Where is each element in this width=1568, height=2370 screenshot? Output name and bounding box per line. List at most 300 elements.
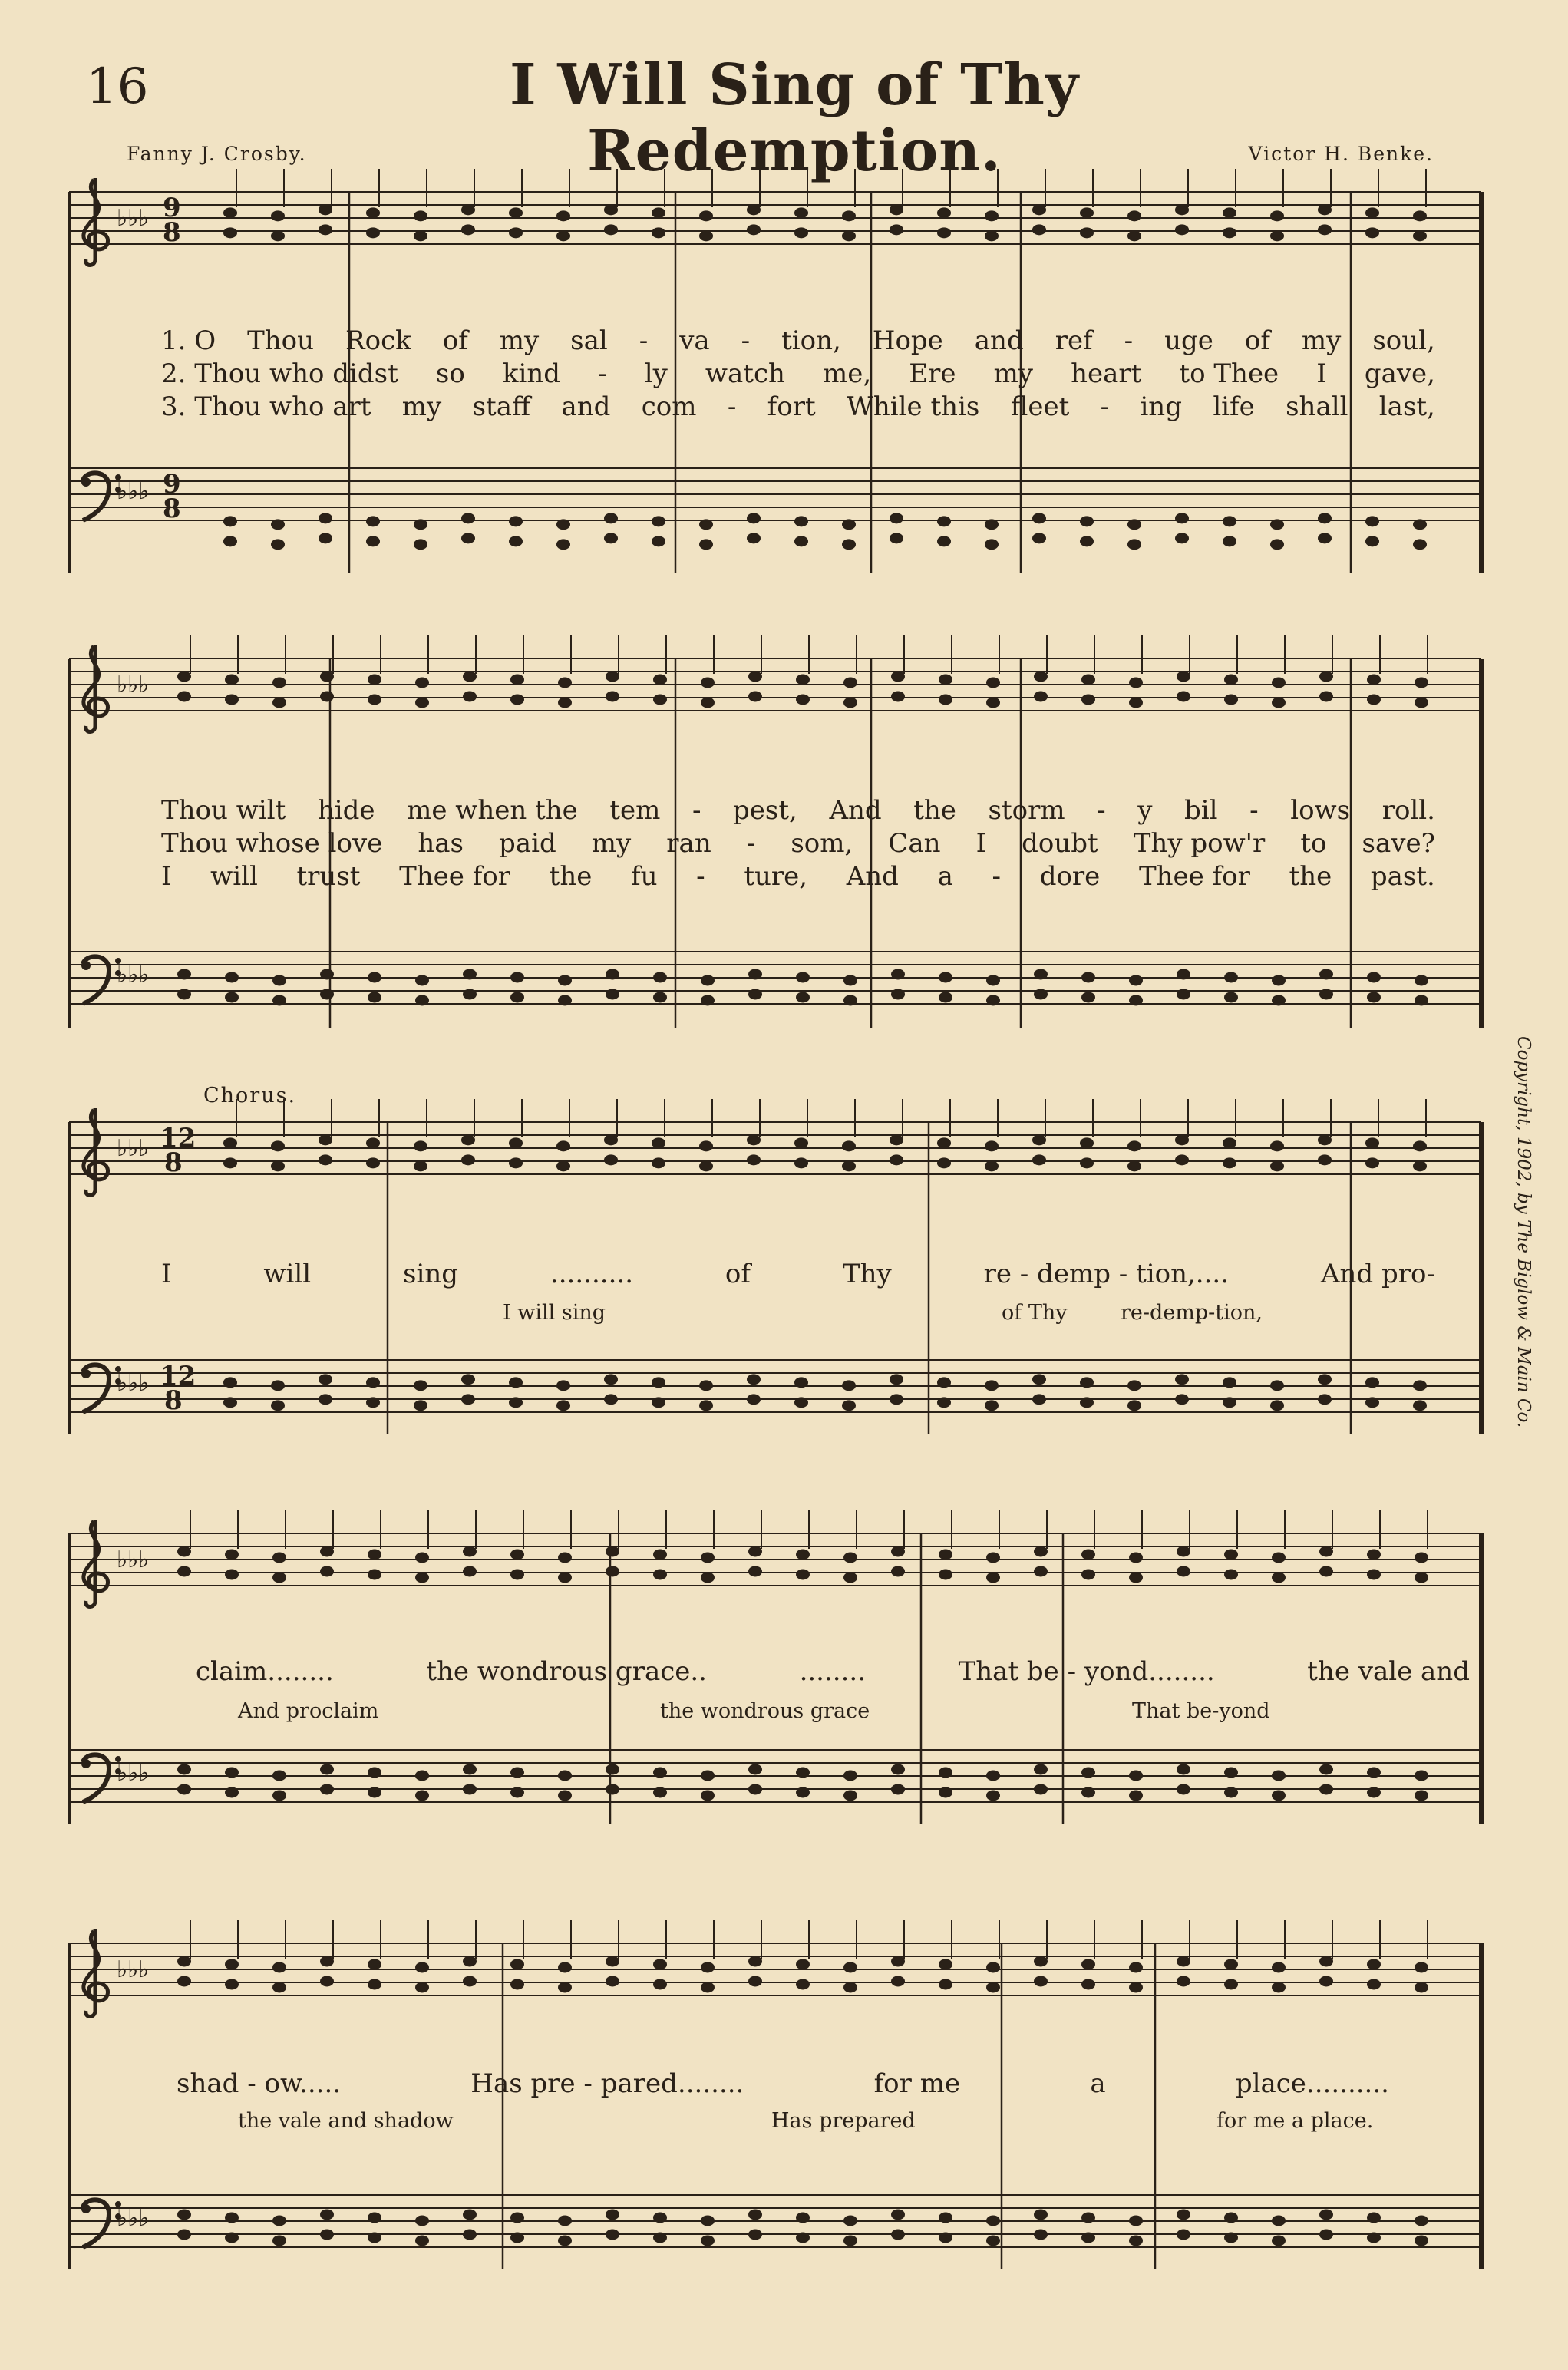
verse-1-line-2 bbox=[161, 795, 1435, 826]
note-head bbox=[891, 671, 905, 682]
note-head bbox=[937, 1137, 951, 1148]
note-head bbox=[1034, 1546, 1048, 1556]
note-head bbox=[986, 975, 1000, 985]
lyric-syllable: of bbox=[725, 1259, 751, 1289]
note-head bbox=[368, 694, 381, 705]
note-head bbox=[796, 1549, 810, 1560]
lyric-syllable: place.......... bbox=[1235, 2068, 1389, 2099]
lyric-syllable: - bbox=[696, 861, 705, 892]
note-head bbox=[1224, 1979, 1238, 1989]
note-head bbox=[701, 1552, 715, 1563]
note-head bbox=[556, 1160, 570, 1171]
note-head bbox=[1127, 210, 1141, 221]
note-head bbox=[1127, 230, 1141, 241]
note-head bbox=[843, 1982, 857, 1992]
note-head bbox=[320, 671, 334, 682]
note-head bbox=[1223, 227, 1236, 238]
note-head bbox=[1365, 516, 1379, 526]
note-head bbox=[843, 1552, 857, 1563]
note-head bbox=[1034, 671, 1048, 682]
note-head bbox=[1034, 989, 1048, 999]
note-head bbox=[939, 1787, 952, 1797]
note-head bbox=[463, 671, 477, 682]
lyric-syllable: Can bbox=[888, 828, 941, 859]
note-head bbox=[1032, 1374, 1046, 1385]
note-head bbox=[1272, 1770, 1286, 1781]
note-head bbox=[842, 1380, 856, 1391]
note-head bbox=[225, 1767, 239, 1778]
note-head bbox=[1413, 1140, 1427, 1151]
note-head bbox=[604, 1394, 618, 1405]
note-head bbox=[652, 1397, 665, 1408]
lyric-syllable: has bbox=[418, 828, 464, 859]
note-head bbox=[368, 972, 381, 982]
lyric-syllable: of bbox=[1244, 325, 1270, 356]
note-head bbox=[1177, 1976, 1190, 1986]
note-head bbox=[225, 1569, 239, 1579]
note-head bbox=[985, 1140, 999, 1151]
note-head bbox=[604, 1134, 618, 1145]
svg-text:12: 12 bbox=[160, 1361, 196, 1391]
note-head bbox=[939, 674, 952, 685]
note-head bbox=[177, 2229, 191, 2240]
note-head bbox=[701, 1982, 715, 1992]
note-head bbox=[366, 1137, 380, 1148]
note-head bbox=[415, 1962, 429, 1972]
note-head bbox=[1080, 1397, 1094, 1408]
lyric-syllable: lows bbox=[1290, 795, 1351, 826]
lyric-syllable: ref bbox=[1055, 325, 1093, 356]
note-head bbox=[1272, 1962, 1286, 1972]
lyric-syllable: my bbox=[401, 391, 442, 422]
note-head bbox=[701, 2215, 715, 2226]
note-head bbox=[748, 1976, 762, 1986]
note-head bbox=[223, 207, 237, 218]
lyric-syllable: While this bbox=[846, 391, 980, 422]
note-head bbox=[225, 1549, 239, 1560]
note-head bbox=[1224, 1787, 1238, 1797]
note-head bbox=[653, 1549, 667, 1560]
note-head bbox=[1032, 513, 1046, 523]
note-head bbox=[1177, 989, 1190, 999]
note-head bbox=[606, 691, 619, 701]
note-head bbox=[1223, 536, 1236, 546]
note-head bbox=[272, 697, 286, 708]
svg-text:♭♭♭: ♭♭♭ bbox=[117, 1135, 150, 1162]
note-head bbox=[890, 1154, 903, 1165]
note-head bbox=[1224, 674, 1238, 685]
svg-text:♭♭♭: ♭♭♭ bbox=[117, 205, 150, 232]
note-head bbox=[1319, 1764, 1333, 1774]
chorus-lyrics-2 bbox=[196, 1656, 1470, 1687]
lyric-syllable: the bbox=[549, 861, 593, 892]
note-head bbox=[843, 2215, 857, 2226]
note-head bbox=[606, 671, 619, 682]
note-head bbox=[556, 210, 570, 221]
note-head bbox=[939, 1959, 952, 1969]
note-head bbox=[939, 1569, 952, 1579]
note-head bbox=[319, 533, 332, 543]
lyric-syllable: sal bbox=[570, 325, 608, 356]
note-head bbox=[842, 230, 856, 241]
note-head bbox=[1223, 1137, 1236, 1148]
note-head bbox=[225, 972, 239, 982]
note-head bbox=[463, 691, 477, 701]
note-head bbox=[558, 995, 572, 1005]
note-head bbox=[1129, 1982, 1143, 1992]
note-head bbox=[1034, 1764, 1048, 1774]
note-head bbox=[1177, 1566, 1190, 1576]
svg-text:8: 8 bbox=[163, 493, 181, 524]
note-head bbox=[985, 1160, 999, 1171]
note-head bbox=[939, 2232, 952, 2243]
lyric-syllable: 3. Thou who art bbox=[161, 391, 371, 422]
note-head bbox=[368, 1979, 381, 1989]
lyric-syllable: the bbox=[913, 795, 956, 826]
note-head bbox=[843, 697, 857, 708]
note-head bbox=[415, 975, 429, 985]
note-head bbox=[1127, 1160, 1141, 1171]
note-head bbox=[1319, 1956, 1333, 1966]
note-head bbox=[1223, 1157, 1236, 1168]
note-head bbox=[272, 1790, 286, 1801]
note-head bbox=[891, 691, 905, 701]
note-head bbox=[415, 677, 429, 688]
verse-3-line-2 bbox=[161, 861, 1435, 892]
note-head bbox=[1270, 230, 1284, 241]
note-head bbox=[986, 1790, 1000, 1801]
note-head bbox=[653, 1767, 667, 1778]
lyric-syllable: y bbox=[1137, 795, 1153, 826]
note-head bbox=[1081, 1959, 1095, 1969]
note-head bbox=[556, 519, 570, 530]
note-head bbox=[701, 1572, 715, 1583]
note-head bbox=[986, 1982, 1000, 1992]
note-head bbox=[1081, 1979, 1095, 1989]
note-head bbox=[890, 1134, 903, 1145]
composer-credit: Victor H. Benke. bbox=[1248, 143, 1434, 165]
lyric-syllable: heart bbox=[1071, 358, 1142, 389]
note-head bbox=[1319, 989, 1333, 999]
note-head bbox=[699, 1380, 713, 1391]
note-head bbox=[1270, 1400, 1284, 1411]
note-head bbox=[1272, 1790, 1286, 1801]
lyric-syllable: - bbox=[1249, 795, 1259, 826]
note-head bbox=[1080, 1137, 1094, 1148]
note-head bbox=[414, 539, 427, 550]
note-head bbox=[1319, 1566, 1333, 1576]
note-head bbox=[939, 2212, 952, 2223]
note-head bbox=[272, 677, 286, 688]
note-head bbox=[1272, 2235, 1286, 2246]
lyric-syllable: my bbox=[499, 325, 540, 356]
lyric-syllable: I bbox=[975, 828, 987, 859]
note-head bbox=[510, 1959, 524, 1969]
note-head bbox=[558, 697, 572, 708]
note-head bbox=[463, 1784, 477, 1794]
note-head bbox=[461, 1394, 475, 1405]
note-head bbox=[701, 2235, 715, 2246]
note-head bbox=[796, 972, 810, 982]
note-head bbox=[1319, 1976, 1333, 1986]
note-head bbox=[1177, 1546, 1190, 1556]
note-head bbox=[414, 1160, 427, 1171]
note-head bbox=[319, 204, 332, 215]
note-head bbox=[319, 513, 332, 523]
note-head bbox=[1413, 1400, 1427, 1411]
note-head bbox=[890, 1394, 903, 1405]
note-head bbox=[1224, 1959, 1238, 1969]
note-head bbox=[223, 1137, 237, 1148]
note-head bbox=[796, 694, 810, 705]
note-head bbox=[937, 1157, 951, 1168]
note-head bbox=[1177, 1784, 1190, 1794]
note-head bbox=[796, 1569, 810, 1579]
note-head bbox=[1270, 210, 1284, 221]
note-head bbox=[320, 2229, 334, 2240]
note-head bbox=[842, 519, 856, 530]
note-head bbox=[1127, 1400, 1141, 1411]
note-head bbox=[461, 1154, 475, 1165]
lyric-syllable: Ere bbox=[909, 358, 956, 389]
note-head bbox=[272, 1770, 286, 1781]
note-head bbox=[748, 1546, 762, 1556]
note-head bbox=[223, 227, 237, 238]
svg-text:♭♭♭: ♭♭♭ bbox=[117, 1370, 150, 1397]
chorus-sub-1a: I will sing bbox=[503, 1301, 606, 1325]
svg-text:9: 9 bbox=[163, 469, 181, 500]
note-head bbox=[320, 1956, 334, 1966]
chorus-sub-3a: the vale and shadow bbox=[238, 2109, 454, 2133]
note-head bbox=[1129, 995, 1143, 1005]
note-head bbox=[1129, 697, 1143, 708]
note-head bbox=[937, 1377, 951, 1388]
note-head bbox=[319, 1394, 332, 1405]
note-head bbox=[415, 2235, 429, 2246]
lyric-syllable: to bbox=[1300, 828, 1327, 859]
note-head bbox=[986, 1552, 1000, 1563]
note-head bbox=[177, 1546, 191, 1556]
note-head bbox=[415, 995, 429, 1005]
note-head bbox=[1365, 1377, 1379, 1388]
note-head bbox=[1318, 1134, 1332, 1145]
lyric-syllable: kind bbox=[502, 358, 561, 389]
note-head bbox=[1270, 1160, 1284, 1171]
lyric-syllable: shall bbox=[1286, 391, 1348, 422]
note-head bbox=[842, 1140, 856, 1151]
lyric-syllable: storm bbox=[988, 795, 1065, 826]
lyric-syllable: And bbox=[846, 861, 899, 892]
note-head bbox=[558, 1770, 572, 1781]
note-head bbox=[939, 1979, 952, 1989]
note-head bbox=[177, 1956, 191, 1966]
lyricist-credit: Fanny J. Crosby. bbox=[127, 143, 307, 165]
note-head bbox=[225, 1959, 239, 1969]
note-head bbox=[653, 1959, 667, 1969]
note-head bbox=[366, 1157, 380, 1168]
lyric-syllable: my bbox=[1301, 325, 1342, 356]
note-head bbox=[1129, 1572, 1143, 1583]
note-head bbox=[843, 677, 857, 688]
note-head bbox=[606, 1956, 619, 1966]
note-head bbox=[510, 1787, 524, 1797]
svg-text:♭♭♭: ♭♭♭ bbox=[117, 672, 150, 698]
lyric-syllable: gave, bbox=[1364, 358, 1435, 389]
note-head bbox=[796, 992, 810, 1002]
note-head bbox=[1367, 972, 1381, 982]
note-head bbox=[794, 227, 808, 238]
note-head bbox=[1129, 1770, 1143, 1781]
chorus-sub-3b: Has prepared bbox=[771, 2109, 916, 2133]
lyric-syllable: And pro- bbox=[1320, 1259, 1435, 1289]
note-head bbox=[558, 2235, 572, 2246]
chorus-lyrics-3 bbox=[177, 2068, 1389, 2099]
lyric-syllable: 2. Thou who didst bbox=[161, 358, 398, 389]
chorus-lyrics-1 bbox=[161, 1259, 1435, 1289]
note-head bbox=[1080, 536, 1094, 546]
note-head bbox=[701, 975, 715, 985]
note-head bbox=[794, 1157, 808, 1168]
lyric-syllable: sing bbox=[403, 1259, 458, 1289]
note-head bbox=[652, 516, 665, 526]
note-head bbox=[509, 1137, 523, 1148]
note-head bbox=[1272, 1552, 1286, 1563]
note-head bbox=[891, 1976, 905, 1986]
note-head bbox=[509, 227, 523, 238]
note-head bbox=[1081, 1549, 1095, 1560]
copyright-notice: Copyright, 1902, by The Biglow & Main Co. bbox=[1514, 1036, 1533, 1428]
note-head bbox=[1032, 204, 1046, 215]
note-head bbox=[1034, 1976, 1048, 1986]
note-head bbox=[1319, 671, 1333, 682]
note-head bbox=[271, 1140, 285, 1151]
lyric-syllable: ture, bbox=[744, 861, 808, 892]
note-head bbox=[891, 969, 905, 979]
lyric-syllable: I bbox=[161, 861, 172, 892]
note-head bbox=[891, 2209, 905, 2220]
lyric-syllable: last, bbox=[1378, 391, 1435, 422]
note-head bbox=[985, 519, 999, 530]
note-head bbox=[606, 1784, 619, 1794]
note-head bbox=[1318, 1374, 1332, 1385]
note-head bbox=[939, 1549, 952, 1560]
note-head bbox=[461, 1134, 475, 1145]
lyric-syllable: of bbox=[442, 325, 468, 356]
note-head bbox=[1270, 519, 1284, 530]
note-head bbox=[604, 513, 618, 523]
lyric-syllable: my bbox=[993, 358, 1034, 389]
svg-text:♭♭♭: ♭♭♭ bbox=[117, 478, 150, 505]
note-head bbox=[653, 2212, 667, 2223]
lyric-syllable: fort bbox=[767, 391, 816, 422]
note-head bbox=[1365, 207, 1379, 218]
note-head bbox=[1127, 1140, 1141, 1151]
lyric-syllable: And bbox=[829, 795, 882, 826]
svg-text:♭♭♭: ♭♭♭ bbox=[117, 1956, 150, 1983]
note-head bbox=[701, 677, 715, 688]
note-head bbox=[1177, 671, 1190, 682]
note-head bbox=[1224, 992, 1238, 1002]
note-head bbox=[1413, 539, 1427, 550]
svg-text:♭♭♭: ♭♭♭ bbox=[117, 1546, 150, 1573]
note-head bbox=[320, 1976, 334, 1986]
lyric-syllable: .......... bbox=[550, 1259, 633, 1289]
note-head bbox=[937, 1397, 951, 1408]
note-head bbox=[368, 1767, 381, 1778]
note-head bbox=[272, 1982, 286, 1992]
note-head bbox=[796, 1787, 810, 1797]
note-head bbox=[414, 210, 427, 221]
note-head bbox=[1367, 1979, 1381, 1989]
lyric-syllable: - bbox=[1097, 795, 1106, 826]
note-head bbox=[604, 1154, 618, 1165]
note-head bbox=[1129, 2235, 1143, 2246]
note-head bbox=[843, 1572, 857, 1583]
note-head bbox=[1175, 204, 1189, 215]
lyric-syllable: paid bbox=[499, 828, 556, 859]
note-head bbox=[1415, 2215, 1428, 2226]
note-head bbox=[748, 1566, 762, 1576]
note-head bbox=[320, 1764, 334, 1774]
note-head bbox=[366, 207, 380, 218]
lyric-syllable: 1. O bbox=[161, 325, 216, 356]
note-head bbox=[177, 671, 191, 682]
lyric-syllable: uge bbox=[1164, 325, 1213, 356]
note-head bbox=[415, 1790, 429, 1801]
note-head bbox=[1413, 1380, 1427, 1391]
note-head bbox=[891, 2229, 905, 2240]
lyric-syllable: - bbox=[1124, 325, 1134, 356]
note-head bbox=[1365, 1397, 1379, 1408]
note-head bbox=[509, 1397, 523, 1408]
note-head bbox=[986, 2235, 1000, 2246]
note-head bbox=[510, 992, 524, 1002]
svg-text:♭♭♭: ♭♭♭ bbox=[117, 1760, 150, 1787]
note-head bbox=[272, 995, 286, 1005]
note-head bbox=[653, 1569, 667, 1579]
note-head bbox=[1081, 992, 1095, 1002]
note-head bbox=[272, 1962, 286, 1972]
note-head bbox=[794, 1137, 808, 1148]
note-head bbox=[842, 210, 856, 221]
lyric-syllable: the vale and bbox=[1307, 1656, 1470, 1687]
note-head bbox=[1032, 1154, 1046, 1165]
note-head bbox=[606, 1764, 619, 1774]
lyric-syllable: Thou bbox=[247, 325, 315, 356]
note-head bbox=[177, 969, 191, 979]
note-head bbox=[1080, 516, 1094, 526]
note-head bbox=[1272, 2215, 1286, 2226]
note-head bbox=[748, 1764, 762, 1774]
note-head bbox=[1365, 1157, 1379, 1168]
note-head bbox=[177, 1764, 191, 1774]
note-head bbox=[366, 227, 380, 238]
lyric-syllable: hide bbox=[317, 795, 375, 826]
note-head bbox=[701, 995, 715, 1005]
note-head bbox=[415, 1770, 429, 1781]
note-head bbox=[1175, 1154, 1189, 1165]
note-head bbox=[1129, 2215, 1143, 2226]
lyric-syllable: shad - ow..... bbox=[177, 2068, 342, 2099]
lyric-syllable: will bbox=[263, 1259, 312, 1289]
lyric-syllable: the wondrous grace.. bbox=[426, 1656, 707, 1687]
note-head bbox=[747, 1154, 761, 1165]
note-head bbox=[748, 2229, 762, 2240]
note-head bbox=[1367, 1787, 1381, 1797]
note-head bbox=[1367, 2232, 1381, 2243]
note-head bbox=[1319, 2209, 1333, 2220]
note-head bbox=[1175, 1134, 1189, 1145]
